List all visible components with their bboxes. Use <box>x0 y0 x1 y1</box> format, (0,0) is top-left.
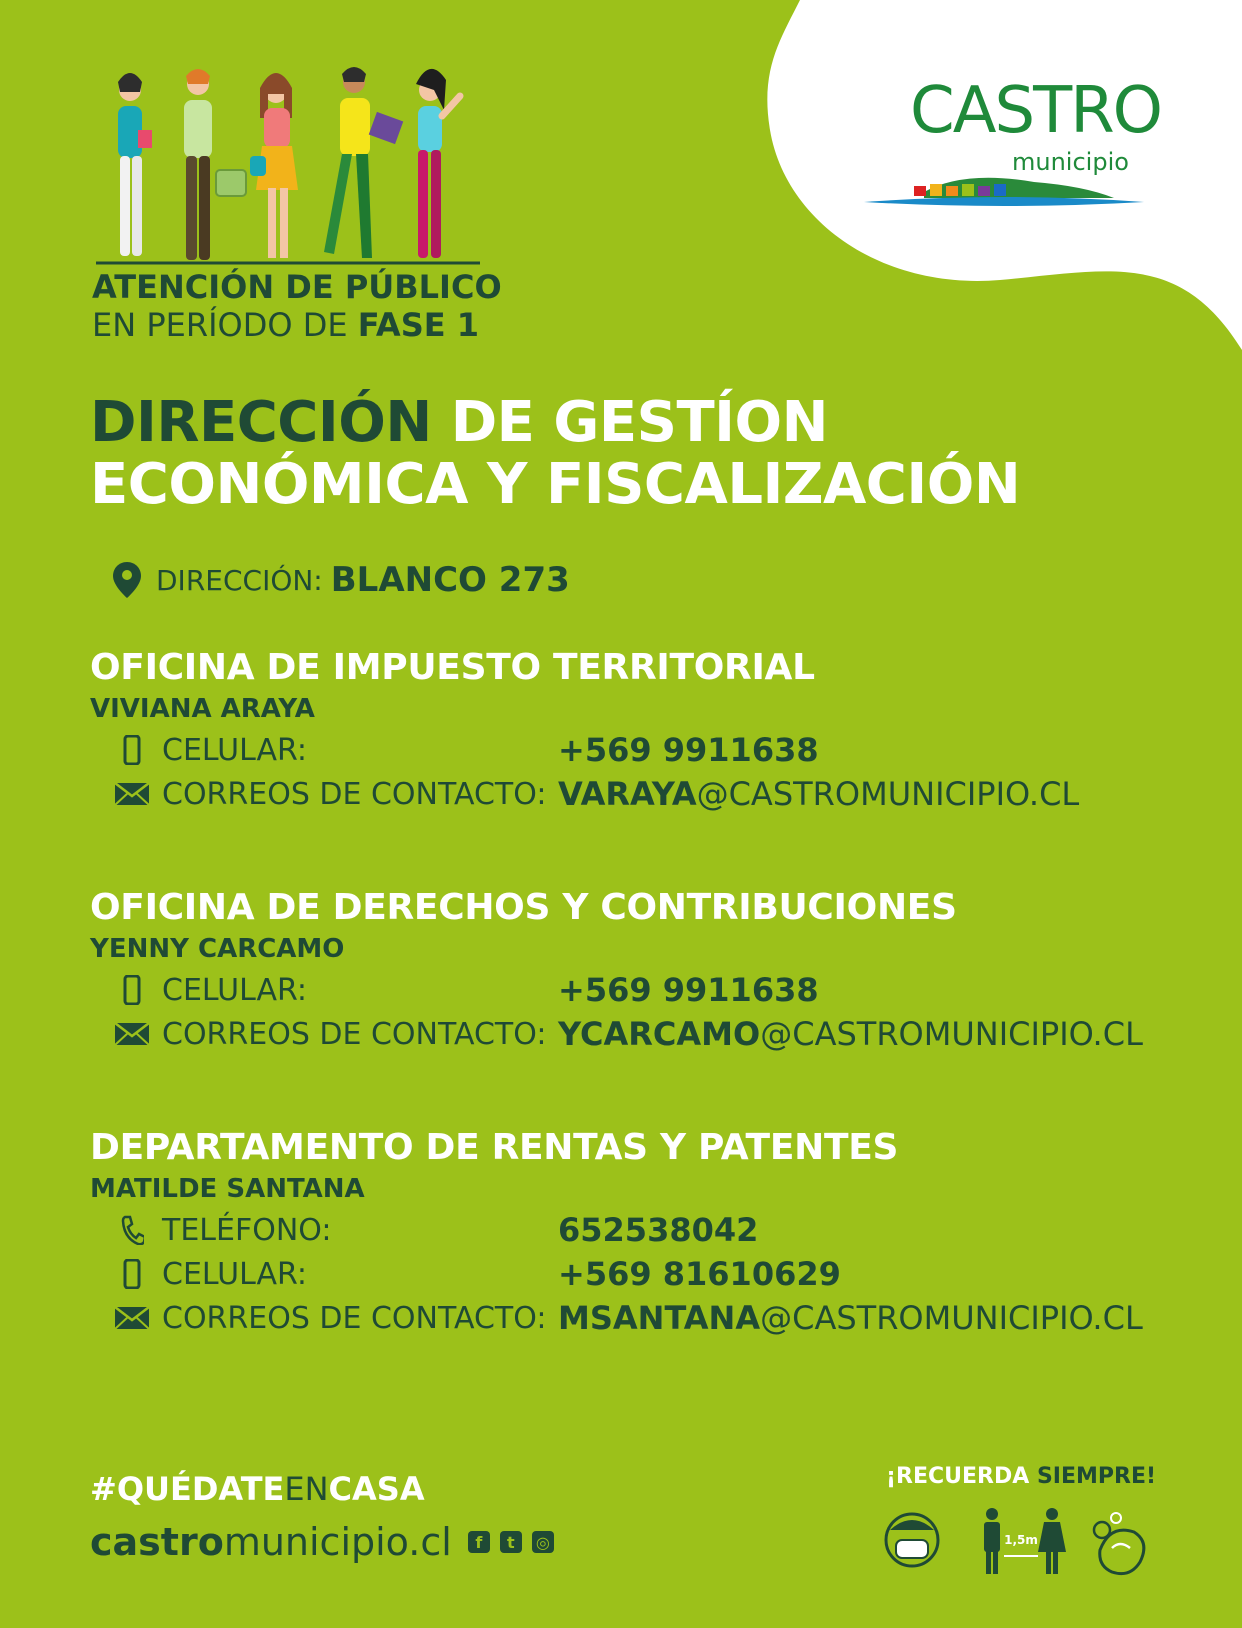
contact-row-email <box>90 1012 1210 1056</box>
page-title <box>90 392 1020 516</box>
distance-label: 1,5m <box>1004 1533 1038 1547</box>
location-pin-icon <box>112 561 142 599</box>
mobile-icon <box>123 735 141 765</box>
title-line-2: ECONÓMICA Y FISCALIZACIÓN <box>90 452 1021 517</box>
site-rest: municipio.cl <box>223 1520 452 1564</box>
mobile-icon <box>123 975 141 1005</box>
section-heading: OFICINA DE DERECHOS Y CONTRIBUCIONES <box>90 887 957 928</box>
remember-always-heading <box>886 1464 1156 1489</box>
contact-row-mobile <box>90 728 1210 772</box>
phase-value: FASE 1 <box>357 306 479 344</box>
mail-icon <box>115 1023 149 1045</box>
row-label: TELÉFONO: <box>162 1212 332 1248</box>
row-label: CORREOS DE CONTACTO: <box>162 1300 547 1336</box>
row-value[interactable] <box>558 775 1079 813</box>
contact-person: VIVIANA ARAYA <box>90 694 315 724</box>
face-mask-icon <box>886 1514 938 1566</box>
mail-icon <box>115 1307 149 1329</box>
site-bold: castro <box>90 1520 224 1564</box>
address-label: DIRECCIÓN: <box>156 563 323 597</box>
row-label: CELULAR: <box>162 732 308 768</box>
row-value <box>558 1255 841 1293</box>
row-value <box>558 731 819 769</box>
title-rest: DE GESTÍON <box>431 390 828 455</box>
section-derechos-contribuciones <box>90 886 1210 1056</box>
social-distance-icon <box>984 1508 1066 1574</box>
contact-person: MATILDE SANTANA <box>90 1174 365 1204</box>
twitter-icon[interactable]: t <box>500 1531 522 1553</box>
hand-washing-icon <box>1094 1513 1144 1574</box>
row-label: CORREOS DE CONTACTO: <box>162 1016 547 1052</box>
contact-row-phone <box>90 1208 1210 1252</box>
row-value-bold: 652538042 <box>558 1211 759 1249</box>
hashtag-part-2: EN <box>284 1470 329 1508</box>
row-label: CORREOS DE CONTACTO: <box>162 776 547 812</box>
row-value[interactable] <box>558 1299 1143 1337</box>
row-value-bold: +569 9911638 <box>558 731 819 769</box>
section-heading: DEPARTAMENTO DE RENTAS Y PATENTES <box>90 1127 899 1168</box>
title-line-1 <box>90 392 1020 454</box>
social-links <box>468 1531 554 1553</box>
facebook-icon[interactable]: f <box>468 1531 490 1553</box>
contact-row-email <box>90 772 1210 816</box>
phase-line-1: ATENCIÓN DE PÚBLICO <box>92 268 502 306</box>
hashtag-part-3: CASA <box>328 1470 425 1508</box>
row-value-bold: MSANTANA <box>558 1299 761 1337</box>
mobile-icon <box>123 1259 141 1289</box>
logo-island-graphic <box>864 172 1144 212</box>
phase-prefix: EN PERÍODO DE <box>92 306 348 344</box>
people-queue-illustration <box>88 60 488 270</box>
section-rentas-patentes <box>90 1126 1210 1340</box>
hashtag-part-1: #QUÉDATE <box>90 1470 285 1508</box>
logo-subtitle: municipio <box>1012 148 1129 176</box>
instagram-icon[interactable]: ◎ <box>532 1531 554 1553</box>
phase-caption <box>92 268 502 344</box>
safety-icons <box>880 1500 1160 1580</box>
contact-row-email <box>90 1296 1210 1340</box>
contact-row-mobile <box>90 1252 1210 1296</box>
castro-municipio-logo <box>860 74 1162 220</box>
address-row <box>112 558 570 602</box>
phase-line-2 <box>92 306 502 344</box>
address-value: BLANCO 273 <box>330 560 570 600</box>
section-impuesto-territorial <box>90 646 1210 816</box>
row-value-bold: VARAYA <box>558 775 697 813</box>
row-value-rest: @CASTROMUNICIPIO.CL <box>760 1015 1143 1053</box>
section-heading: OFICINA DE IMPUESTO TERRITORIAL <box>90 647 815 688</box>
row-value <box>558 1211 758 1249</box>
website-link[interactable] <box>90 1520 452 1564</box>
row-value-bold: +569 81610629 <box>558 1255 841 1293</box>
row-value-rest: @CASTROMUNICIPIO.CL <box>696 775 1080 813</box>
contact-person: YENNY CARCAMO <box>90 934 345 964</box>
contact-row-mobile <box>90 968 1210 1012</box>
hashtag-quedate-en-casa <box>90 1470 425 1508</box>
website-footer <box>90 1520 554 1564</box>
row-value-bold: YCARCAMO <box>558 1015 761 1053</box>
row-value[interactable] <box>558 1015 1143 1053</box>
logo-wordmark: CASTRO <box>910 74 1162 148</box>
remember-part-2: SIEMPRE! <box>1029 1464 1157 1489</box>
row-value <box>558 971 819 1009</box>
row-label: CELULAR: <box>162 1256 308 1292</box>
row-value-bold: +569 9911638 <box>558 971 819 1009</box>
title-highlight: DIRECCIÓN <box>90 390 432 455</box>
mail-icon <box>115 783 149 805</box>
phone-icon <box>120 1215 144 1245</box>
row-label: CELULAR: <box>162 972 308 1008</box>
row-value-rest: @CASTROMUNICIPIO.CL <box>760 1299 1143 1337</box>
remember-part-1: ¡RECUERDA <box>886 1464 1030 1489</box>
